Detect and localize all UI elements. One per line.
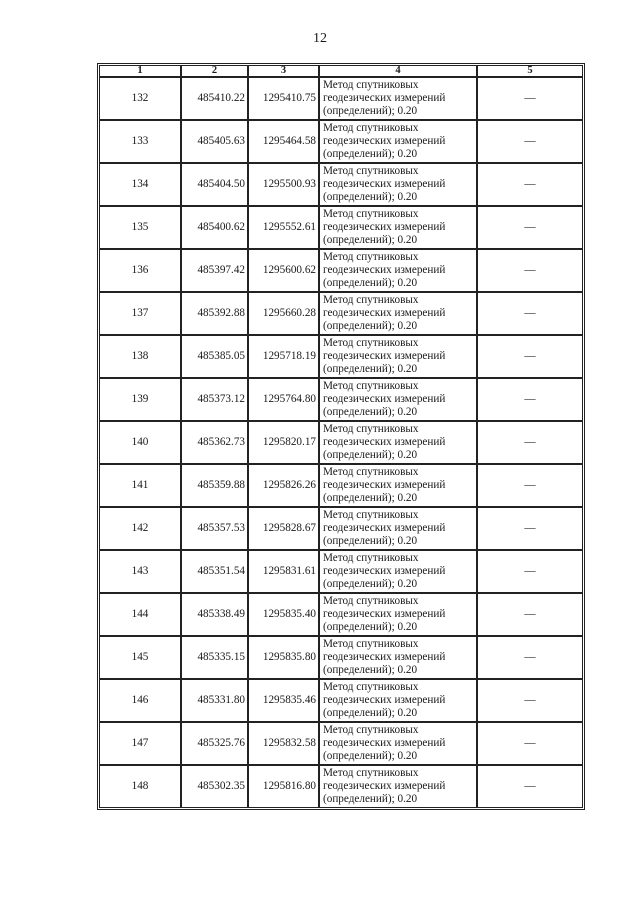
- note-cell: —: [477, 636, 583, 679]
- point-number-cell: 134: [99, 163, 181, 206]
- y-coordinate-cell: 1295764.80: [248, 378, 319, 421]
- x-coordinate-cell: 485404.50: [181, 163, 248, 206]
- method-accuracy-cell: [319, 550, 477, 593]
- method-accuracy-cell: [319, 722, 477, 765]
- y-coordinate-cell: 1295464.58: [248, 120, 319, 163]
- coordinates-table-frame: [97, 63, 585, 810]
- method-line: геодезических измерений: [323, 522, 446, 534]
- note-cell: —: [477, 249, 583, 292]
- method-line: (определений); 0.20: [323, 664, 418, 676]
- method-line: (определений); 0.20: [323, 191, 418, 203]
- method-line: (определений); 0.20: [323, 492, 418, 504]
- point-number-cell: 136: [99, 249, 181, 292]
- note-cell: —: [477, 292, 583, 335]
- method-line: геодезических измерений: [323, 737, 446, 749]
- x-coordinate-cell: 485362.73: [181, 421, 248, 464]
- method-line: Метод спутниковых: [323, 122, 419, 134]
- x-coordinate-cell: 485351.54: [181, 550, 248, 593]
- x-coordinate-cell: 485335.15: [181, 636, 248, 679]
- table-row: [99, 163, 583, 206]
- y-coordinate-cell: 1295831.61: [248, 550, 319, 593]
- method-accuracy-cell: [319, 163, 477, 206]
- table-row: [99, 593, 583, 636]
- table-body: [99, 77, 583, 808]
- note-cell: —: [477, 77, 583, 120]
- table-row: [99, 507, 583, 550]
- method-line: Метод спутниковых: [323, 552, 419, 564]
- method-line: геодезических измерений: [323, 178, 446, 190]
- x-coordinate-cell: 485338.49: [181, 593, 248, 636]
- method-line: геодезических измерений: [323, 221, 446, 233]
- method-line: Метод спутниковых: [323, 79, 419, 91]
- method-accuracy-cell: [319, 421, 477, 464]
- note-cell: —: [477, 163, 583, 206]
- method-line: Метод спутниковых: [323, 380, 419, 392]
- method-accuracy-cell: [319, 206, 477, 249]
- y-coordinate-cell: 1295832.58: [248, 722, 319, 765]
- header-col-3: 3: [248, 65, 319, 77]
- y-coordinate-cell: 1295816.80: [248, 765, 319, 808]
- header-col-4: 4: [319, 65, 477, 77]
- table-row: [99, 77, 583, 120]
- table-row: [99, 464, 583, 507]
- method-line: (определений); 0.20: [323, 750, 418, 762]
- method-line: Метод спутниковых: [323, 681, 419, 693]
- x-coordinate-cell: 485405.63: [181, 120, 248, 163]
- method-line: Метод спутниковых: [323, 423, 419, 435]
- method-accuracy-cell: [319, 765, 477, 808]
- table-row: [99, 206, 583, 249]
- y-coordinate-cell: 1295828.67: [248, 507, 319, 550]
- method-line: (определений); 0.20: [323, 363, 418, 375]
- method-line: Метод спутниковых: [323, 595, 419, 607]
- method-line: (определений); 0.20: [323, 449, 418, 461]
- y-coordinate-cell: 1295835.40: [248, 593, 319, 636]
- table-row: [99, 636, 583, 679]
- method-accuracy-cell: [319, 335, 477, 378]
- x-coordinate-cell: 485331.80: [181, 679, 248, 722]
- x-coordinate-cell: 485302.35: [181, 765, 248, 808]
- coordinates-table: [99, 65, 583, 808]
- point-number-cell: 143: [99, 550, 181, 593]
- method-line: (определений); 0.20: [323, 105, 418, 117]
- table-row: [99, 679, 583, 722]
- method-line: Метод спутниковых: [323, 466, 419, 478]
- method-accuracy-cell: [319, 507, 477, 550]
- point-number-cell: 144: [99, 593, 181, 636]
- method-accuracy-cell: [319, 636, 477, 679]
- method-line: геодезических измерений: [323, 608, 446, 620]
- x-coordinate-cell: 485359.88: [181, 464, 248, 507]
- y-coordinate-cell: 1295500.93: [248, 163, 319, 206]
- point-number-cell: 140: [99, 421, 181, 464]
- x-coordinate-cell: 485397.42: [181, 249, 248, 292]
- y-coordinate-cell: 1295718.19: [248, 335, 319, 378]
- note-cell: —: [477, 464, 583, 507]
- method-accuracy-cell: [319, 292, 477, 335]
- note-cell: —: [477, 206, 583, 249]
- method-line: Метод спутниковых: [323, 208, 419, 220]
- method-line: Метод спутниковых: [323, 294, 419, 306]
- method-line: (определений); 0.20: [323, 621, 418, 633]
- method-accuracy-cell: [319, 378, 477, 421]
- point-number-cell: 138: [99, 335, 181, 378]
- point-number-cell: 132: [99, 77, 181, 120]
- method-line: (определений); 0.20: [323, 793, 418, 805]
- method-line: (определений); 0.20: [323, 277, 418, 289]
- y-coordinate-cell: 1295410.75: [248, 77, 319, 120]
- y-coordinate-cell: 1295835.46: [248, 679, 319, 722]
- y-coordinate-cell: 1295552.61: [248, 206, 319, 249]
- method-line: Метод спутниковых: [323, 337, 419, 349]
- method-accuracy-cell: [319, 593, 477, 636]
- method-line: геодезических измерений: [323, 694, 446, 706]
- method-line: Метод спутниковых: [323, 251, 419, 263]
- point-number-cell: 147: [99, 722, 181, 765]
- method-line: геодезических измерений: [323, 307, 446, 319]
- table-row: [99, 765, 583, 808]
- method-line: (определений); 0.20: [323, 320, 418, 332]
- table-row: [99, 550, 583, 593]
- method-line: геодезических измерений: [323, 92, 446, 104]
- method-accuracy-cell: [319, 464, 477, 507]
- x-coordinate-cell: 485373.12: [181, 378, 248, 421]
- note-cell: —: [477, 335, 583, 378]
- method-line: геодезических измерений: [323, 479, 446, 491]
- method-line: (определений); 0.20: [323, 406, 418, 418]
- x-coordinate-cell: 485392.88: [181, 292, 248, 335]
- page-number: 12: [313, 31, 327, 46]
- y-coordinate-cell: 1295600.62: [248, 249, 319, 292]
- point-number-cell: 141: [99, 464, 181, 507]
- method-accuracy-cell: [319, 249, 477, 292]
- method-line: геодезических измерений: [323, 393, 446, 405]
- table-row: [99, 292, 583, 335]
- x-coordinate-cell: 485400.62: [181, 206, 248, 249]
- x-coordinate-cell: 485385.05: [181, 335, 248, 378]
- note-cell: —: [477, 507, 583, 550]
- x-coordinate-cell: 485357.53: [181, 507, 248, 550]
- method-line: (определений); 0.20: [323, 148, 418, 160]
- method-line: Метод спутниковых: [323, 165, 419, 177]
- method-line: Метод спутниковых: [323, 724, 419, 736]
- method-line: Метод спутниковых: [323, 638, 419, 650]
- table-row: [99, 120, 583, 163]
- point-number-cell: 145: [99, 636, 181, 679]
- note-cell: —: [477, 378, 583, 421]
- method-line: (определений); 0.20: [323, 707, 418, 719]
- point-number-cell: 135: [99, 206, 181, 249]
- method-accuracy-cell: [319, 120, 477, 163]
- note-cell: —: [477, 550, 583, 593]
- header-col-2: 2: [181, 65, 248, 77]
- method-line: геодезических измерений: [323, 350, 446, 362]
- method-line: геодезических измерений: [323, 651, 446, 663]
- x-coordinate-cell: 485410.22: [181, 77, 248, 120]
- method-line: (определений); 0.20: [323, 234, 418, 246]
- method-accuracy-cell: [319, 77, 477, 120]
- note-cell: —: [477, 120, 583, 163]
- method-line: (определений); 0.20: [323, 535, 418, 547]
- y-coordinate-cell: 1295820.17: [248, 421, 319, 464]
- method-line: геодезических измерений: [323, 436, 446, 448]
- method-line: геодезических измерений: [323, 780, 446, 792]
- point-number-cell: 133: [99, 120, 181, 163]
- x-coordinate-cell: 485325.76: [181, 722, 248, 765]
- method-line: геодезических измерений: [323, 264, 446, 276]
- point-number-cell: 137: [99, 292, 181, 335]
- note-cell: —: [477, 722, 583, 765]
- table-row: [99, 421, 583, 464]
- note-cell: —: [477, 679, 583, 722]
- table-header-row: [99, 65, 583, 77]
- method-line: геодезических измерений: [323, 135, 446, 147]
- y-coordinate-cell: 1295835.80: [248, 636, 319, 679]
- method-line: Метод спутниковых: [323, 767, 419, 779]
- point-number-cell: 148: [99, 765, 181, 808]
- table-row: [99, 378, 583, 421]
- method-line: геодезических измерений: [323, 565, 446, 577]
- note-cell: —: [477, 593, 583, 636]
- point-number-cell: 146: [99, 679, 181, 722]
- point-number-cell: 139: [99, 378, 181, 421]
- method-line: (определений); 0.20: [323, 578, 418, 590]
- header-col-1: 1: [99, 65, 181, 77]
- table-row: [99, 335, 583, 378]
- table-row: [99, 249, 583, 292]
- method-accuracy-cell: [319, 679, 477, 722]
- y-coordinate-cell: 1295826.26: [248, 464, 319, 507]
- header-col-5: 5: [477, 65, 583, 77]
- y-coordinate-cell: 1295660.28: [248, 292, 319, 335]
- table-row: [99, 722, 583, 765]
- point-number-cell: 142: [99, 507, 181, 550]
- method-line: Метод спутниковых: [323, 509, 419, 521]
- note-cell: —: [477, 421, 583, 464]
- note-cell: —: [477, 765, 583, 808]
